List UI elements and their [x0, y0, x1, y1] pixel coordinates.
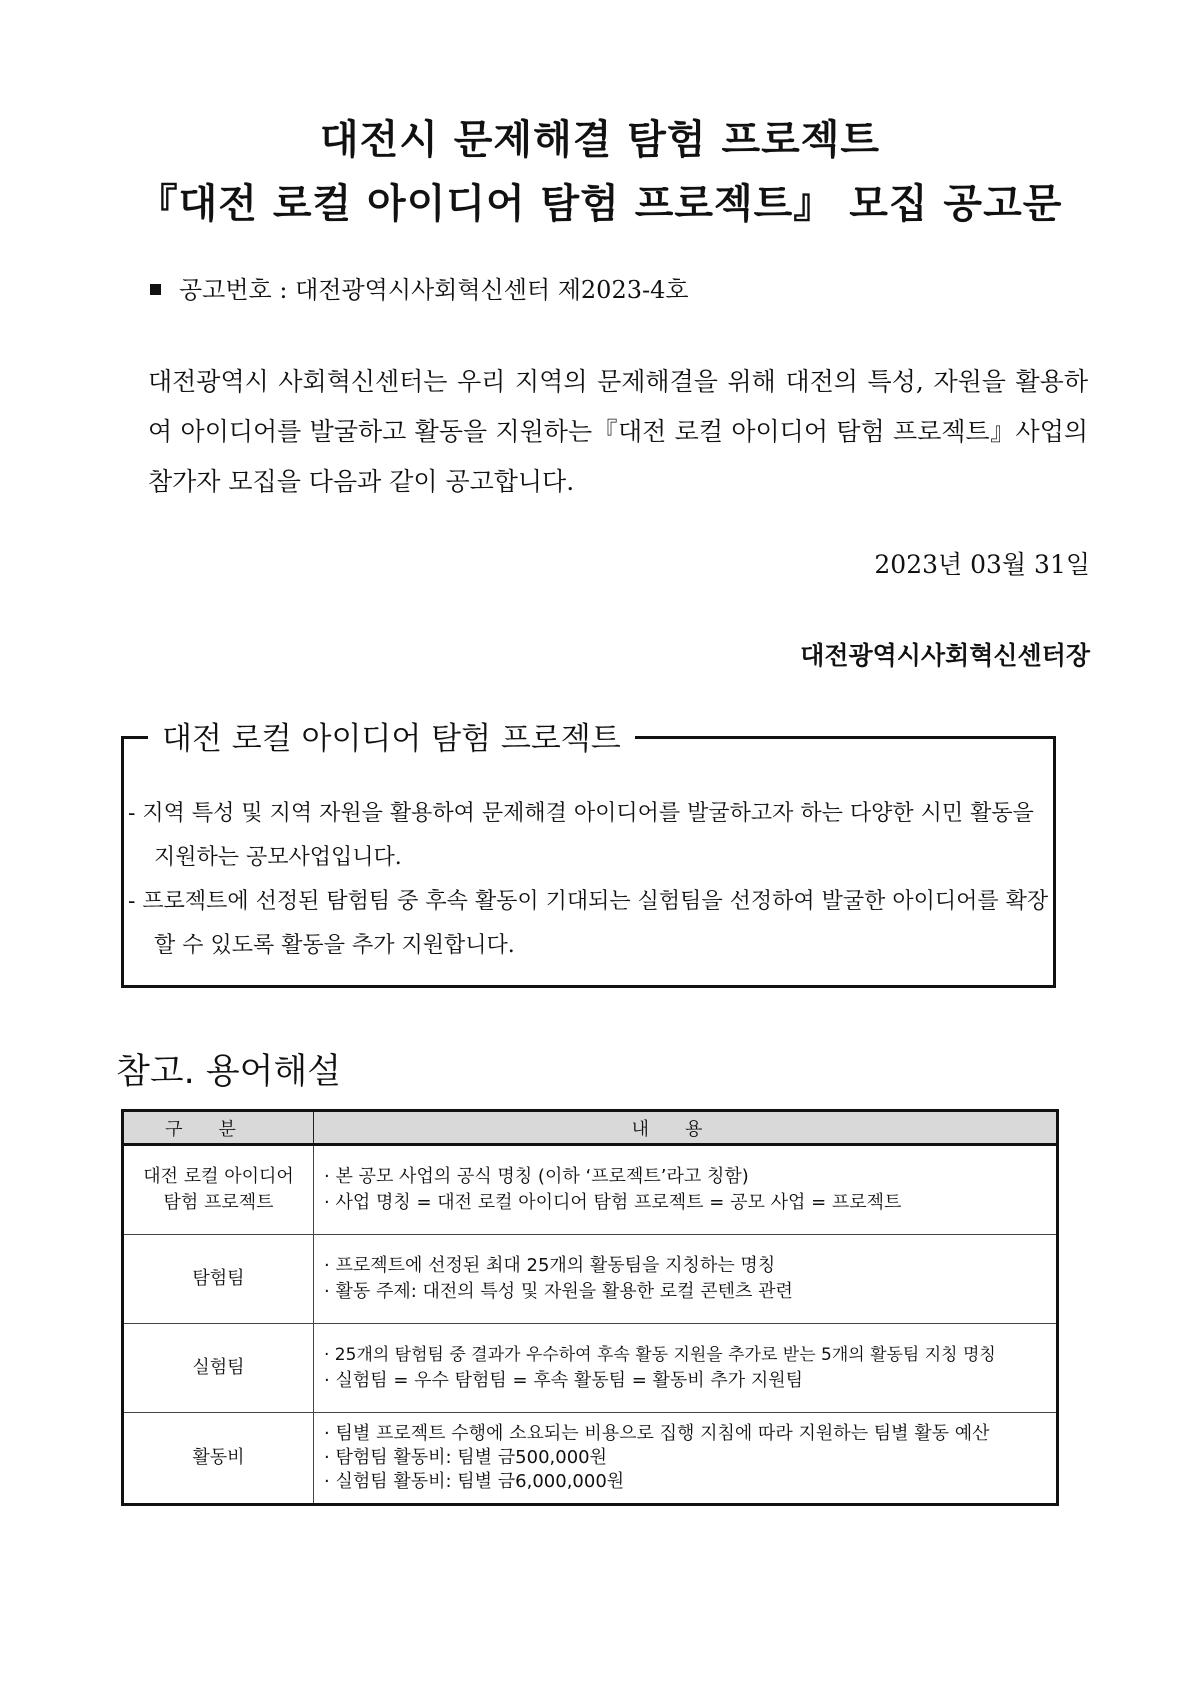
description-line: · 사업 명칭 = 대전 로컬 아이디어 탐험 프로젝트 = 공모 사업 = 프로젝트	[324, 1192, 902, 1213]
document-title-line-2: 『대전 로컬 아이디어 탐험 프로젝트』 모집 공고문	[137, 181, 1063, 227]
reference-heading: 참고. 용어해설	[116, 1052, 342, 1092]
term-description	[314, 1235, 1058, 1324]
description-line: · 활동 주제: 대전의 특성 및 자원을 활용한 로컬 콘텐츠 관련	[324, 1281, 793, 1302]
column-header-content: 내용	[314, 1111, 1058, 1145]
square-bullet-icon	[150, 284, 161, 295]
glossary-header-row	[123, 1111, 1058, 1145]
term-category: 탐험팀	[123, 1235, 314, 1324]
term-category: 활동비	[123, 1413, 314, 1505]
glossary-table	[121, 1109, 1059, 1506]
table-row	[123, 1145, 1058, 1235]
description-line: · 본 공모 사업의 공식 명칭 (이하 ‘프로젝트’라고 칭함)	[324, 1166, 749, 1187]
notice-number	[150, 270, 689, 305]
description-line: · 25개의 탐험팀 중 결과가 우수하여 후속 활동 지원을 추가로 받는 5개의 활동팀 지칭 명칭	[324, 1345, 996, 1365]
description-line: · 실험팀 활동비: 팀별 금6,000,000원	[324, 1471, 625, 1492]
table-row	[123, 1324, 1058, 1413]
description-line: · 실험팀 = 우수 탐험팀 = 후속 활동팀 = 활동비 추가 지원팀	[324, 1370, 804, 1391]
notice-number-text: 공고번호 : 대전광역시사회혁신센터 제2023-4호	[179, 276, 689, 304]
term-category: 대전 로컬 아이디어 탐험 프로젝트	[123, 1145, 314, 1235]
column-header-category: 구분	[123, 1111, 314, 1145]
project-box-item-1: - 지역 특성 및 지역 자원을 활용하여 문제해결 아이디어를 발굴하고자 하는 다양한 시민 활동을 지원하는 공모사업입니다.	[128, 801, 1034, 870]
term-category: 실험팀	[123, 1324, 314, 1413]
term-description	[314, 1324, 1058, 1413]
project-box-item-2: - 프로젝트에 선정된 탐험팀 중 후속 활동이 기대되는 실험팀을 선정하여 발굴한 아이디어를 확장할 수 있도록 활동을 추가 지원합니다.	[128, 889, 1049, 958]
term-description	[314, 1145, 1058, 1235]
description-line: · 탐험팀 활동비: 팀별 금500,000원	[324, 1447, 607, 1468]
issuer-signature: 대전광역시사회혁신센터장	[800, 641, 1090, 670]
project-box-content	[128, 792, 1053, 968]
table-row	[123, 1413, 1058, 1505]
project-box-legend: 대전 로컬 아이디어 탐험 프로젝트	[148, 713, 635, 758]
announcement-date: 2023년 03월 31일	[874, 550, 1090, 579]
term-description	[314, 1413, 1058, 1505]
description-line: · 프로젝트에 선정된 최대 25개의 활동팀을 지칭하는 명칭	[324, 1255, 776, 1276]
table-row	[123, 1235, 1058, 1324]
document-title-line-1: 대전시 문제해결 탐험 프로젝트	[319, 117, 881, 163]
description-line: · 팀별 프로젝트 수행에 소요되는 비용으로 집행 지침에 따라 지원하는 팀별 활동 예산	[324, 1423, 990, 1444]
intro-paragraph: 대전광역시 사회혁신센터는 우리 지역의 문제해결을 위해 대전의 특성, 자원을 활용하여 아이디어를 발굴하고 활동을 지원하는『대전 로컬 아이디어 탐험 프로젝트』사업의 참가자 모집을 다음과 같이 공고합니다.	[148, 367, 1088, 496]
